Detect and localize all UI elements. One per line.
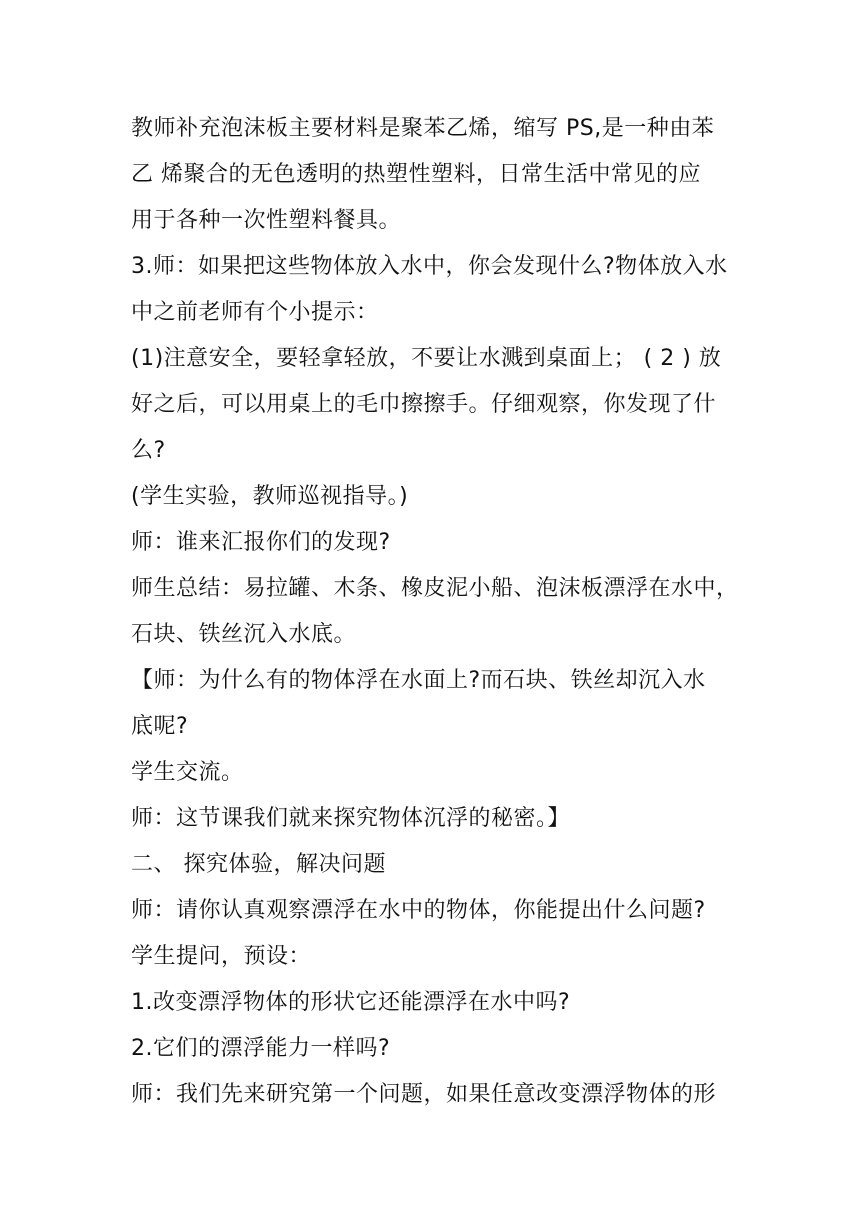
text-line: 师：请你认真观察漂浮在水中的物体，你能提出什么问题?: [131, 898, 706, 923]
text-line: (1)注意安全，要轻拿轻放，不要让水溅到桌面上； ( 2 ) 放: [131, 346, 722, 371]
text-line: 教师补充泡沫板主要材料是聚苯乙烯，缩写 PS,是一种由苯: [131, 116, 715, 141]
text-line: (学生实验，教师巡视指导。): [131, 484, 409, 509]
text-line: 2.它们的漂浮能力一样吗?: [131, 1036, 391, 1061]
text-line: 师生总结：易拉罐、木条、橡皮泥小船、泡沫板漂浮在水中，: [131, 576, 739, 601]
text-line: 师：这节课我们就来探究物体沉浮的秘密。】: [131, 806, 571, 831]
text-line: 乙 烯聚合的无色透明的热塑性塑料，日常生活中常见的应: [131, 162, 701, 187]
text-line: 3.师：如果把这些物体放入水中，你会发现什么?物体放入水: [131, 254, 728, 279]
text-line: 石块、铁丝沉入水底。: [131, 622, 357, 647]
text-line: 师：我们先来研究第一个问题，如果任意改变漂浮物体的形: [131, 1082, 717, 1107]
text-line: 么?: [131, 438, 166, 463]
text-line: 底呢?: [131, 714, 189, 739]
text-line: 1.改变漂浮物体的形状它还能漂浮在水中吗?: [131, 990, 571, 1015]
section-heading: 二、 探究体验，解决问题: [131, 852, 386, 877]
text-line: 用于各种一次性塑料餐具。: [131, 208, 402, 233]
text-line: 【师：为什么有的物体浮在水面上?而石块、铁丝却沉入水: [131, 668, 706, 693]
text-line: 好之后，可以用桌上的毛巾擦擦手。仔细观察，你发现了什: [131, 392, 717, 417]
text-line: 学生交流。: [131, 760, 244, 785]
text-line: 师：谁来汇报你们的发现?: [131, 530, 391, 555]
text-line: 中之前老师有个小提示：: [131, 300, 379, 325]
text-line: 学生提问，预设：: [131, 944, 312, 969]
document-body: [131, 106, 739, 1118]
